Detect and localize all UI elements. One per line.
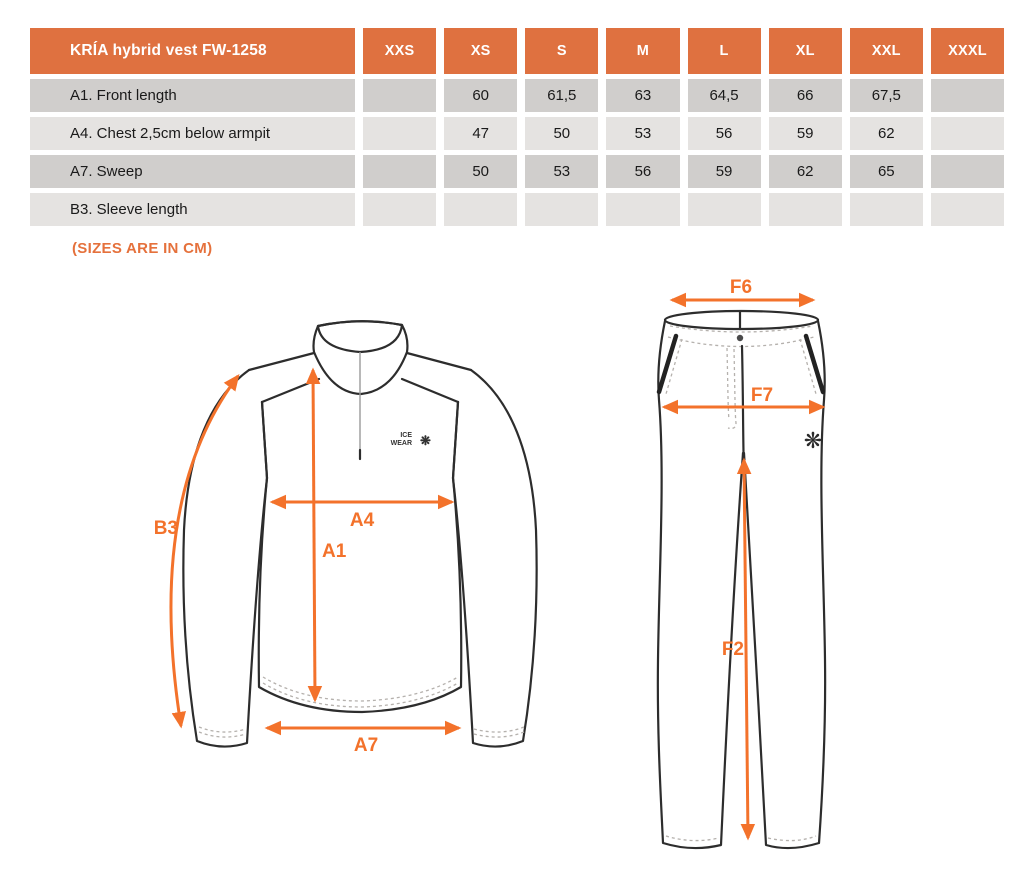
vest-left-sleeve <box>183 370 267 747</box>
value-cell: 65 <box>850 155 923 188</box>
size-header: M <box>606 28 679 74</box>
arrow-a1-front-length <box>313 370 315 700</box>
value-cell: 66 <box>769 79 842 112</box>
value-cell: 63 <box>606 79 679 112</box>
value-cell: 53 <box>606 117 679 150</box>
pants-snowflake-icon: ❋ <box>803 428 823 453</box>
pants-right-pocket <box>806 336 823 392</box>
value-cell: 67,5 <box>850 79 923 112</box>
size-header: L <box>688 28 761 74</box>
sizes-note: (SIZES ARE IN CM) <box>72 240 213 257</box>
value-cell: 59 <box>769 117 842 150</box>
value-cell: 56 <box>688 117 761 150</box>
pants-front-rise <box>742 346 744 452</box>
value-cell: 47 <box>444 117 517 150</box>
label-a7: A7 <box>353 735 379 756</box>
value-cell: 62 <box>850 117 923 150</box>
value-cell: 60 <box>444 79 517 112</box>
size-header: XS <box>444 28 517 74</box>
size-header: XL <box>769 28 842 74</box>
label-f2: F2 <box>721 639 744 660</box>
size-header: S <box>525 28 598 74</box>
label-a1: A1 <box>322 541 347 562</box>
pants-waist-opening <box>665 311 818 329</box>
label-a4: A4 <box>349 510 375 531</box>
size-header: XXS <box>363 28 436 74</box>
vest-diagram <box>183 321 536 746</box>
vest-collar-opening <box>318 321 402 352</box>
value-cell: 56 <box>606 155 679 188</box>
pants-hem-stitch <box>666 836 816 841</box>
label-f7: F7 <box>750 385 774 406</box>
pants-left-side <box>658 321 743 848</box>
row-label: A4. Chest 2,5cm below armpit <box>30 117 355 150</box>
label-b3: B3 <box>153 518 178 539</box>
value-cell: 62 <box>769 155 842 188</box>
measurement-arrows <box>154 277 823 838</box>
row-label: A7. Sweep <box>30 155 355 188</box>
row-label: B3. Sleeve length <box>30 193 355 226</box>
value-cell: 53 <box>525 155 598 188</box>
vest-logo-line2: WEAR <box>390 440 412 447</box>
vest-right-sleeve <box>453 370 537 747</box>
value-cell: 50 <box>444 155 517 188</box>
pants-diagram <box>658 311 825 848</box>
value-cell: 61,5 <box>525 79 598 112</box>
value-cell: 64,5 <box>688 79 761 112</box>
vest-logo-line1: ICE <box>400 432 412 439</box>
table-title: KRÍA hybrid vest FW-1258 <box>30 28 355 74</box>
pants-fly-stitch <box>727 348 736 428</box>
size-header: XXXL <box>931 28 1004 74</box>
label-f6: F6 <box>729 277 753 298</box>
pants-button <box>737 335 743 341</box>
row-label: A1. Front length <box>30 79 355 112</box>
value-cell: 50 <box>525 117 598 150</box>
vest-logo-snowflake-icon: ❋ <box>420 433 431 448</box>
value-cell: 59 <box>688 155 761 188</box>
size-header: XXL <box>850 28 923 74</box>
